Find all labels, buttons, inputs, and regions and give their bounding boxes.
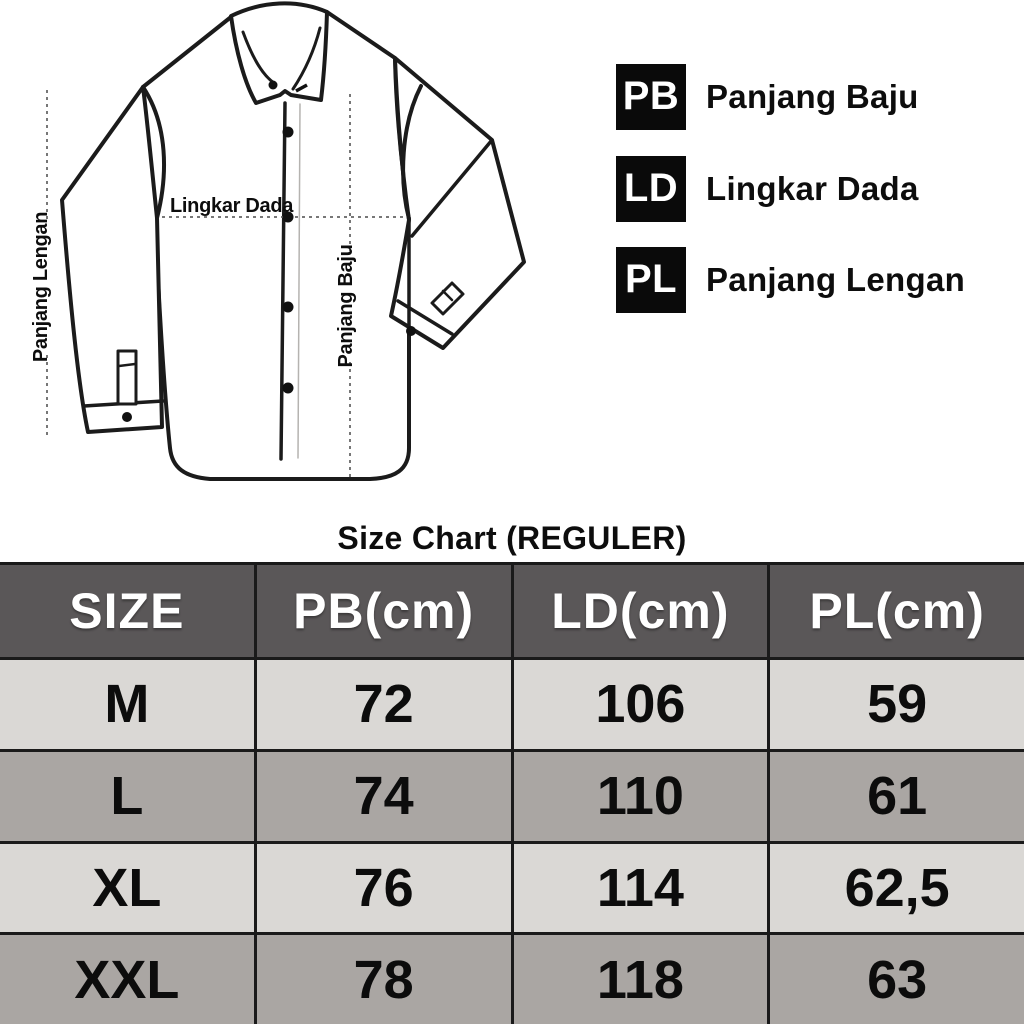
legend-label-pl: Panjang Lengan xyxy=(706,260,966,298)
label-panjang-baju: Panjang Baju xyxy=(335,244,357,368)
legend-badge-pb: PB xyxy=(616,64,686,130)
legend-item-pb xyxy=(616,63,919,130)
right-cuff-button xyxy=(406,326,416,336)
legend-badge-ld: LD xyxy=(616,156,686,222)
cell-size-m: M xyxy=(0,660,254,749)
cell-xxl-ld: 118 xyxy=(514,935,768,1024)
shirt-illustration xyxy=(0,0,560,505)
cell-m-pl: 59 xyxy=(770,660,1024,749)
cell-size-xxl: XXL xyxy=(0,935,254,1024)
label-lingkar-dada: Lingkar Dada xyxy=(170,195,294,217)
cell-xxl-pl: 63 xyxy=(770,935,1024,1024)
placket-button-4 xyxy=(283,383,294,394)
shirt-measurement-diagram xyxy=(0,0,560,505)
left-sleeve-placket xyxy=(118,351,136,404)
cell-xl-pl: 62,5 xyxy=(770,844,1024,933)
cell-xl-pb: 76 xyxy=(257,844,511,933)
cell-xxl-pb: 78 xyxy=(257,935,511,1024)
column-header-ld: LD(cm) xyxy=(514,565,768,657)
size-table xyxy=(0,562,1024,1024)
legend-item-pl xyxy=(616,246,965,313)
column-header-size: SIZE xyxy=(0,565,254,657)
collar-button xyxy=(269,81,278,90)
placket-button-1 xyxy=(283,127,294,138)
cell-size-l: L xyxy=(0,752,254,841)
placket-button-3 xyxy=(283,302,294,313)
cell-l-pb: 74 xyxy=(257,752,511,841)
legend-badge-pl: PL xyxy=(616,247,686,313)
cell-size-xl: XL xyxy=(0,844,254,933)
legend-item-ld xyxy=(616,155,919,222)
cell-l-pl: 61 xyxy=(770,752,1024,841)
size-chart-title: Size Chart (REGULER) xyxy=(337,520,687,556)
legend-label-ld: Lingkar Dada xyxy=(706,169,919,207)
shirt-left-sleeve xyxy=(62,87,162,432)
cell-l-ld: 110 xyxy=(514,752,768,841)
legend-label-pb: Panjang Baju xyxy=(706,77,919,115)
cell-m-pb: 72 xyxy=(257,660,511,749)
shirt-right-sleeve xyxy=(391,58,524,348)
cell-m-ld: 106 xyxy=(514,660,768,749)
column-header-pb: PB(cm) xyxy=(257,565,511,657)
label-panjang-lengan: Panjang Lengan xyxy=(30,211,52,363)
column-header-pl: PL(cm) xyxy=(770,565,1024,657)
left-cuff-button xyxy=(122,412,132,422)
cell-xl-ld: 114 xyxy=(514,844,768,933)
